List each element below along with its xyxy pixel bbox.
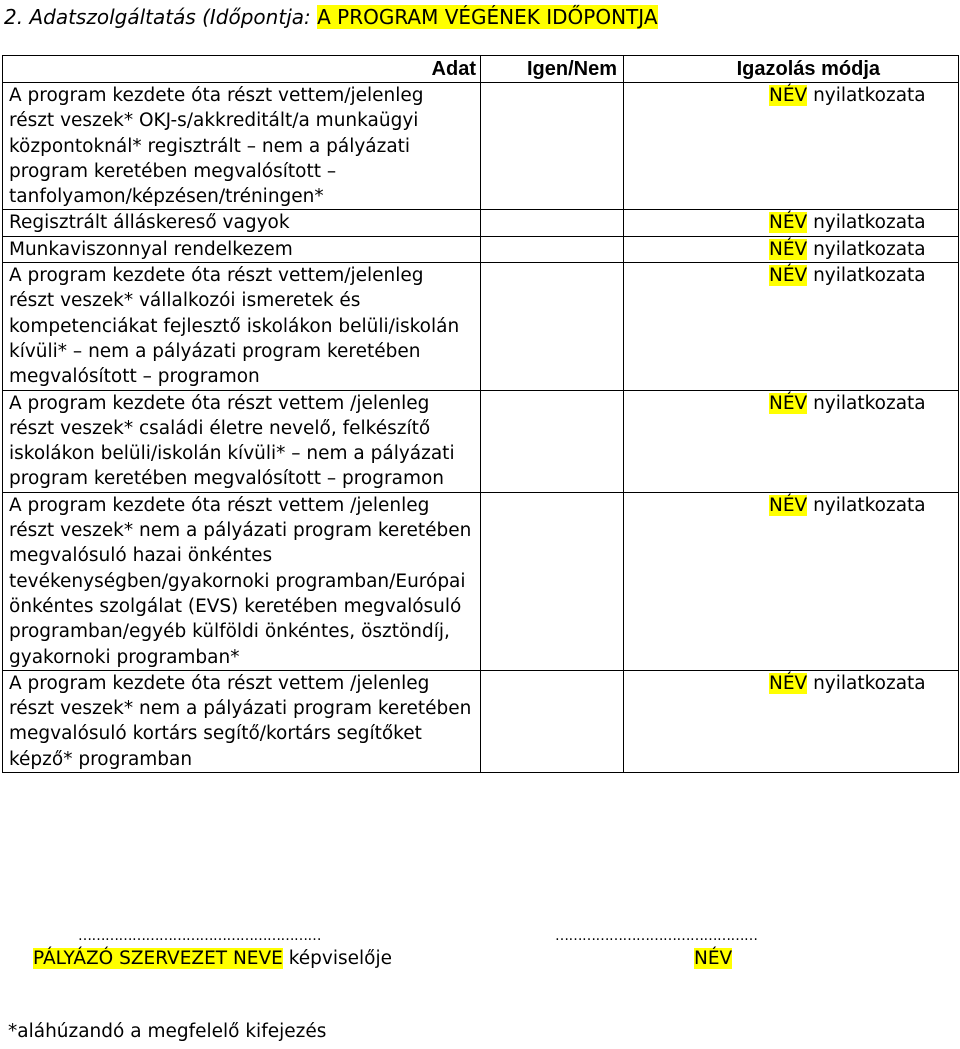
proof-text: nyilatkozata <box>807 392 926 414</box>
footnote: *aláhúzandó a megfelelő kifejezés <box>8 1021 327 1042</box>
proof-name-highlight: NÉV <box>769 672 808 694</box>
row-igen-nem[interactable] <box>481 670 624 772</box>
table-row <box>3 83 959 210</box>
signature-line-right: ……………………………………… <box>555 928 758 944</box>
row-adat: A program kezdete óta részt vettem/jelenleg részt veszek* OKJ-s/akkreditált/a munkaügyi központoknál* regisztrált – nem a pályázati program keretében megvalósított – tanfolyamon/képzésen/tréningen* <box>3 83 481 210</box>
row-igen-nem[interactable] <box>481 210 624 236</box>
table-row <box>3 210 959 236</box>
row-adat: A program kezdete óta részt vettem /jelenleg részt veszek* családi életre nevelő, felkészítő iskolákon belüli/iskolán kívüli* – nem a pályázati program keretében megvalósított – programon <box>3 390 481 492</box>
header-igen-nem: Igen/Nem <box>481 56 624 83</box>
heading-highlight: A PROGRAM VÉGÉNEK IDŐPONTJA <box>317 5 658 29</box>
header-adat: Adat <box>3 56 481 83</box>
proof-text: nyilatkozata <box>807 672 926 694</box>
proof-name-highlight: NÉV <box>769 212 808 234</box>
data-table <box>2 55 959 773</box>
signature-line-left: ……………………………………………… <box>78 928 321 944</box>
proof-text: nyilatkozata <box>807 212 926 234</box>
row-proof <box>624 236 959 262</box>
proof-text: nyilatkozata <box>807 265 926 287</box>
row-adat: Regisztrált álláskereső vagyok <box>3 210 481 236</box>
row-igen-nem[interactable] <box>481 263 624 390</box>
organization-name-highlight: PÁLYÁZÓ SZERVEZET NEVE <box>33 948 283 969</box>
row-proof <box>624 390 959 492</box>
proof-name-highlight: NÉV <box>769 265 808 287</box>
header-igazolas: Igazolás módja <box>624 56 959 83</box>
proof-name-highlight: NÉV <box>769 238 808 260</box>
proof-text: nyilatkozata <box>807 494 926 516</box>
table-row <box>3 390 959 492</box>
proof-name-highlight: NÉV <box>769 85 808 106</box>
row-proof <box>624 492 959 670</box>
name-highlight: NÉV <box>694 948 733 969</box>
table-row <box>3 263 959 390</box>
representative-label: képviselője <box>282 948 392 969</box>
signature-label-right <box>694 947 732 971</box>
row-adat: A program kezdete óta részt vettem /jelenleg részt veszek* nem a pályázati program keretében megvalósuló kortárs segítő/kortárs segítőket képző* programban <box>3 670 481 772</box>
proof-text: nyilatkozata <box>807 238 926 260</box>
heading-prefix: 2. Adatszolgáltatás (Időpontja: <box>4 5 318 29</box>
section-heading <box>4 4 658 30</box>
table-row <box>3 236 959 262</box>
row-igen-nem[interactable] <box>481 236 624 262</box>
proof-name-highlight: NÉV <box>769 392 808 414</box>
row-adat: Munkaviszonnyal rendelkezem <box>3 236 481 262</box>
row-igen-nem[interactable] <box>481 390 624 492</box>
row-proof <box>624 670 959 772</box>
table-header-row <box>3 56 959 83</box>
row-adat: A program kezdete óta részt vettem/jelenleg részt veszek* vállalkozói ismeretek és kompetenciákat fejlesztő iskolákon belüli/iskolán kívüli* – nem a pályázati program keretében megvalósított – programon <box>3 263 481 390</box>
row-proof <box>624 263 959 390</box>
signature-label-left <box>33 947 392 971</box>
row-proof <box>624 210 959 236</box>
proof-text: nyilatkozata <box>807 85 926 106</box>
row-proof <box>624 83 959 210</box>
row-igen-nem[interactable] <box>481 492 624 670</box>
table-row <box>3 492 959 670</box>
row-adat: A program kezdete óta részt vettem /jelenleg részt veszek* nem a pályázati program keretében megvalósuló hazai önkéntes tevékenységben/gyakornoki programban/Európai önkéntes szolgálat (EVS) keretében megvalósuló programban/egyéb külföldi önkéntes, ösztöndíj, gyakornoki programban* <box>3 492 481 670</box>
row-igen-nem[interactable] <box>481 83 624 210</box>
proof-name-highlight: NÉV <box>769 494 808 516</box>
table-row <box>3 670 959 772</box>
